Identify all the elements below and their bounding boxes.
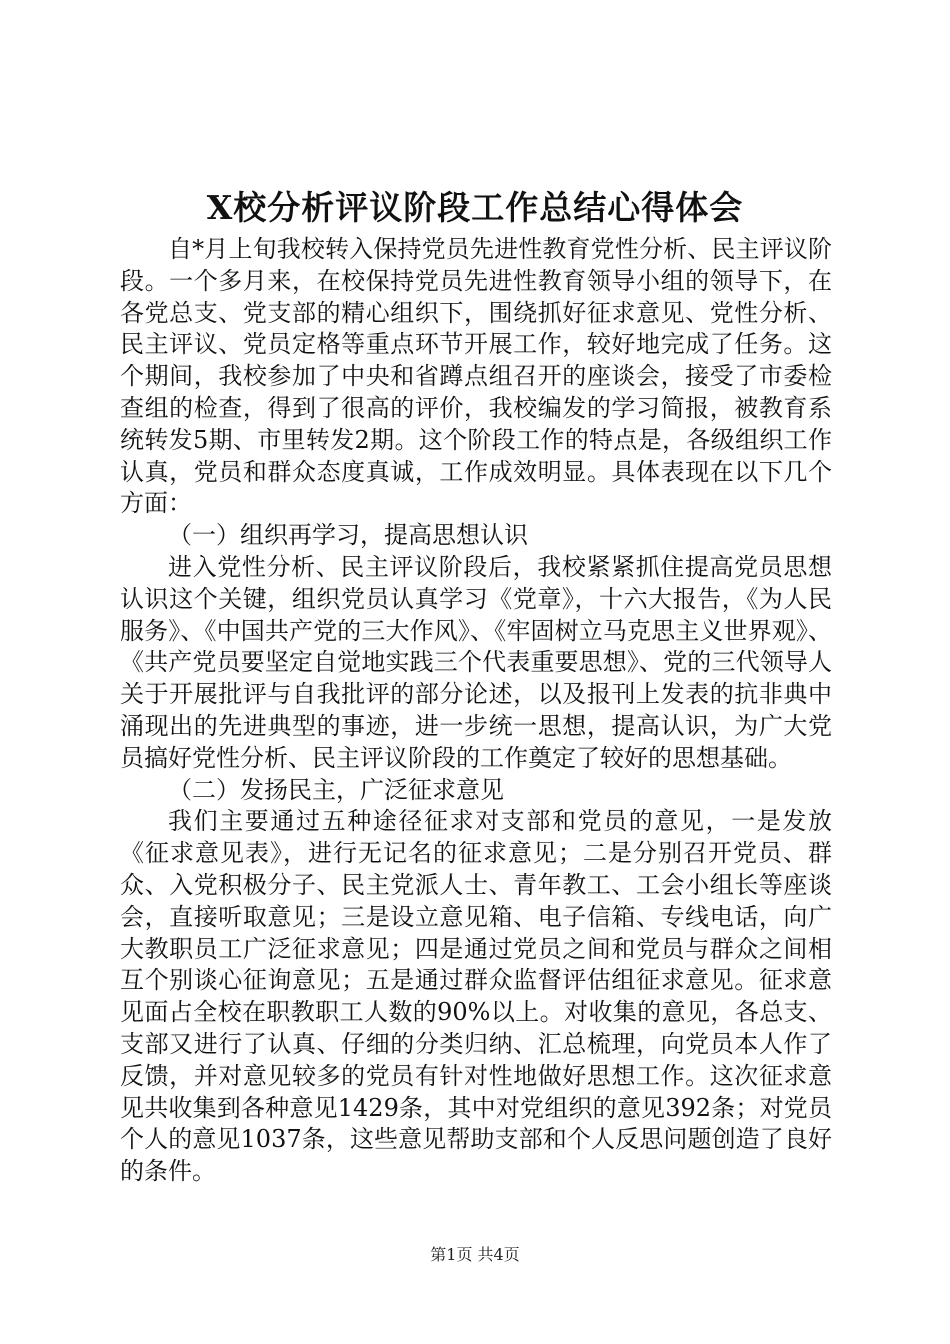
document-title: X校分析评议阶段工作总结心得体会 [206, 188, 744, 227]
paragraph-intro: 自*月上旬我校转入保持党员先进性教育党性分析、民主评议阶段。一个多月来，在校保持党员先进性教育领导小组的领导下，在各党总支、党支部的精心组织下，围绕抓好征求意见、党性分析、民主评议、党员定格等重点环节开展工作，较好地完成了任务。这个期间，我校参加了中央和省蹲点组召开的座谈会，接受了市委检查组的检查，得到了很高的评价，我校编发的学习简报，被教育系统转发5期、市里转发2期。这个阶段工作的特点是，各级组织工作认真，党员和群众态度真诚，工作成效明显。具体表现在以下几个方面： [120, 235, 832, 518]
page-footer: 第1页 共4页 [430, 1245, 520, 1264]
section-heading-2: （二）发扬民主，广泛征求意见 [168, 775, 504, 804]
paragraph-section-1: 进入党性分析、民主评议阶段后，我校紧紧抓住提高党员思想认识这个关键，组织党员认真学习《党章》，十六大报告，《为人民服务》、《中国共产党的三大作风》、《牢固树立马克思主义世界观》、《共产党员要坚定自觉地实践三个代表重要思想》、党的三代领导人关于开展批评与自我批评的部分论述，以及报刊上发表的抗非典中涌现出的先进典型的事迹，进一步统一思想，提高认识，为广大党员搞好党性分析、民主评议阶段的工作奠定了较好的思想基础。 [120, 552, 832, 772]
paragraph-section-2: 我们主要通过五种途径征求对支部和党员的意见，一是发放《征求意见表》，进行无记名的征求意见；二是分别召开党员、群众、入党积极分子、民主党派人士、青年教工、工会小组长等座谈会，直接听取意见；三是设立意见箱、电子信箱、专线电话，向广大教职员工广泛征求意见；四是通过党员之间和党员与群众之间相互个别谈心征询意见；五是通过群众监督评估组征求意见。征求意见面占全校在职教职工人数的90%以上。对收集的意见，各总支、支部又进行了认真、仔细的分类归纳、汇总梳理，向党员本人作了反馈，并对意见较多的党员有针对性地做好思想工作。这次征求意见共收集到各种意见1429条，其中对党组织的意见392条；对党员个人的意见1037条，这些意见帮助支部和个人反思问题创造了良好的条件。 [120, 807, 832, 1186]
document-body [120, 234, 832, 1188]
section-heading-1: （一）组织再学习，提高思想认识 [168, 521, 528, 550]
